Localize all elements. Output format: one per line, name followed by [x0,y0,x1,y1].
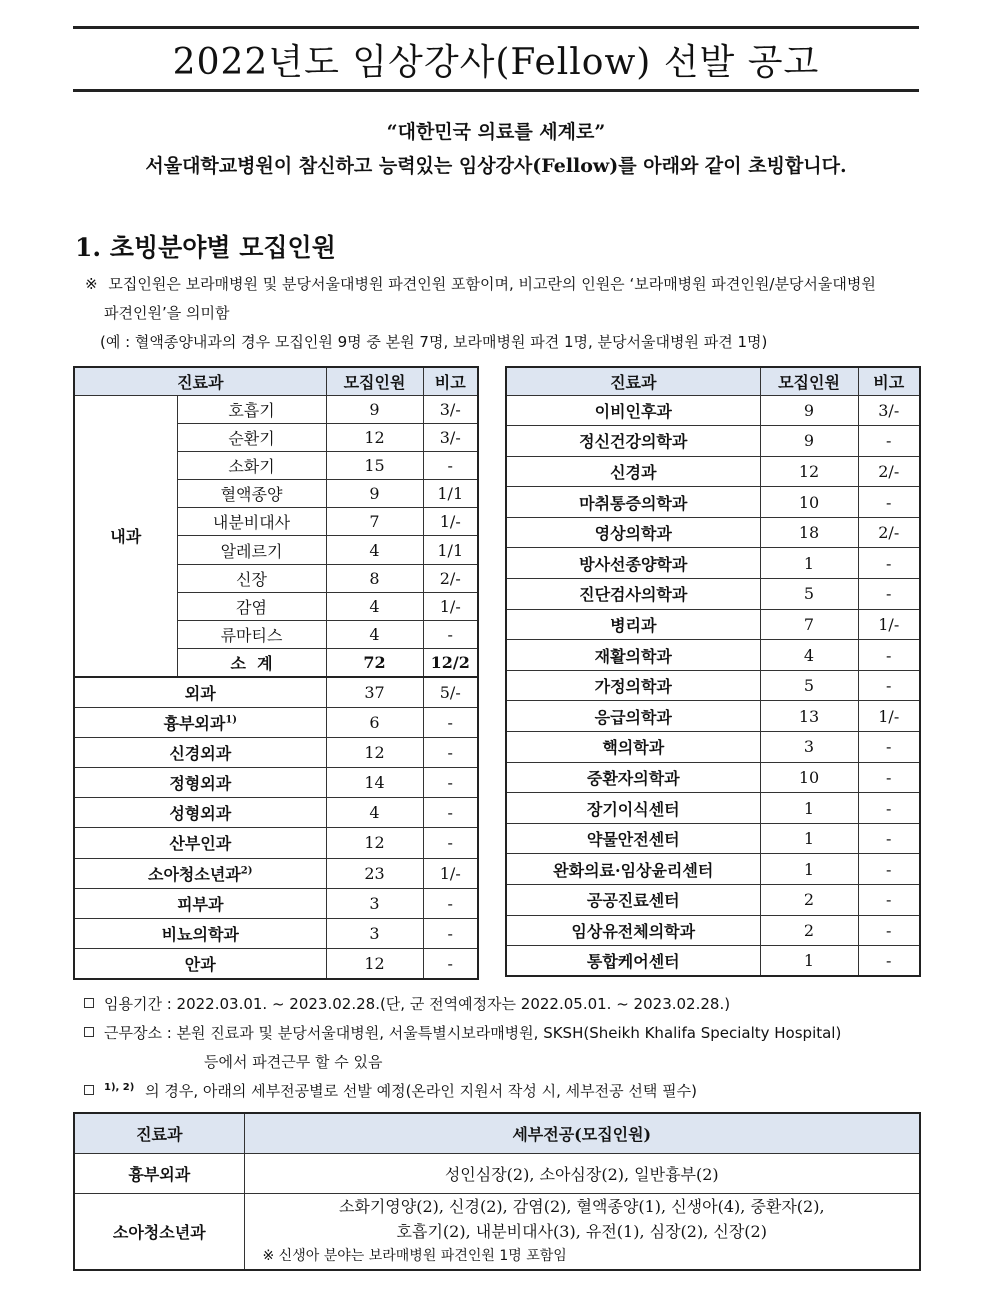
table-row [74,918,478,948]
dept-note: - [858,548,920,579]
left-recruit-table [73,366,479,980]
dept-name: 핵의학과 [506,732,760,763]
table-row [74,888,478,918]
note-line-1 [85,273,876,294]
sub-row2-line2: 호흡기(2), 내분비대사(3), 유전(1), 심장(2), 신장(2) [396,1221,767,1241]
table-row [74,828,478,858]
dept-name: 소아청소년과 [148,864,241,884]
sub-header-detail: 세부전공(모집인원) [244,1113,920,1153]
table-row [506,885,920,916]
table-row [506,915,920,946]
page-title: 2022년도 임상강사(Fellow) 선발 공고 [172,41,820,83]
dept-count: 12 [326,949,423,979]
subtotal-label: 소 계 [177,649,326,677]
dept-note: 2/- [858,456,920,487]
table-row [506,609,920,640]
dept-note: - [423,949,478,979]
dept-count: 7 [326,508,423,536]
dept-name: 호흡기 [177,395,326,423]
table-row [506,517,920,548]
subspecialty-table [73,1112,921,1271]
dept-count: 1 [760,793,858,824]
dept-note: 3/- [423,423,478,451]
dept-note: 3/- [858,395,920,426]
footnote-mark: 2) [240,865,253,877]
dept-name: 응급의학과 [506,701,760,732]
table-row [74,677,478,707]
dept-count: 5 [760,579,858,610]
dept-note: 2/- [423,564,478,592]
dept-count: 9 [760,426,858,457]
table-row [506,456,920,487]
table-row [74,858,478,888]
dept-name: 중환자의학과 [506,762,760,793]
sub-row2-dept: 소아청소년과 [74,1193,244,1270]
dept-note: - [858,762,920,793]
dept-name: 류마티스 [177,621,326,649]
dept-count: 4 [326,592,423,620]
table-row [506,426,920,457]
right-header-count: 모집인원 [760,367,858,395]
dept-name: 정형외과 [169,774,232,794]
dept-note: - [423,621,478,649]
dept-count: 12 [760,456,858,487]
dept-name: 약물안전센터 [506,823,760,854]
dept-name-cell [74,767,326,797]
dept-count: 1 [760,823,858,854]
subtotal-count: 72 [326,649,423,677]
dept-count: 4 [326,536,423,564]
dept-note: - [858,854,920,885]
dept-name-cell [74,737,326,767]
dept-name: 혈액종양 [177,480,326,508]
dept-note: - [858,885,920,916]
dept-note: 1/- [423,508,478,536]
table-row [506,946,920,977]
place-text-1: 근무장소 : 본원 진료과 및 분당서울대병원, 서울특별시보라매병원, SKSH(Sheikh Khalifa Specialty Hospital) [104,1024,842,1042]
table-row [74,949,478,979]
dept-count: 9 [326,480,423,508]
dept-note: - [858,732,920,763]
dept-note: - [858,579,920,610]
left-header-count: 모집인원 [326,367,423,395]
dept-count: 3 [326,888,423,918]
dept-count: 1 [760,946,858,977]
dept-name: 통합케어센터 [506,946,760,977]
place-text-2: 등에서 파견근무 할 수 있음 [204,1053,383,1071]
dept-count: 3 [760,732,858,763]
dept-name: 정신건강의학과 [506,426,760,457]
dept-name-cell [74,677,326,707]
dept-count: 12 [326,828,423,858]
dept-name: 신경과 [506,456,760,487]
dept-count: 15 [326,451,423,479]
sub-row2-detail [244,1193,920,1270]
dept-count: 10 [760,487,858,518]
internal-medicine-label: 내과 [74,395,177,677]
table-row [506,670,920,701]
title-banner [73,26,919,92]
dept-name-cell [74,918,326,948]
right-recruit-table [505,366,921,977]
table-row [74,707,478,737]
dept-note: 1/- [423,592,478,620]
dept-name-cell [74,798,326,828]
dept-note: - [423,798,478,828]
dept-note: 1/1 [423,536,478,564]
dept-note: - [423,451,478,479]
table-row [506,732,920,763]
table-row [74,767,478,797]
right-header-note: 비고 [858,367,920,395]
intro-text: 서울대학교병원이 참신하고 능력있는 임상강사(Fellow)를 아래와 같이 초빙합니다. [145,155,847,177]
dept-note: - [858,793,920,824]
dept-name: 외과 [184,683,216,703]
note-text-1: 모집인원은 보라매병원 및 분당서울대병원 파견인원 포함이며, 비고란의 인원은 ‘보라매병원 파견인원/분당서울대병원 [108,275,876,293]
dept-name: 알레르기 [177,536,326,564]
dept-name: 영상의학과 [506,517,760,548]
table-row [506,487,920,518]
dept-count: 1 [760,548,858,579]
dept-name: 산부인과 [169,834,232,854]
dept-name-cell [74,888,326,918]
dept-note: 1/- [423,858,478,888]
dept-note: - [423,767,478,797]
dept-name-cell [74,828,326,858]
square-bullet-icon [84,1085,94,1095]
sub-row1-dept: 흉부외과 [74,1153,244,1193]
dept-note: - [858,640,920,671]
dept-note: 2/- [858,517,920,548]
dept-count: 3 [326,918,423,948]
dept-name: 소화기 [177,451,326,479]
note-mark: ※ [85,275,98,293]
dept-count: 9 [760,395,858,426]
right-header-dept: 진료과 [506,367,760,395]
dept-name: 병리과 [506,609,760,640]
square-bullet-icon [84,998,94,1008]
note-line-2: 파견인원’을 의미함 [104,304,230,322]
place-bullet [84,1022,841,1043]
table-row [506,395,920,426]
section-title: 1. 초빙분야별 모집인원 [75,233,336,262]
dept-count: 23 [326,858,423,888]
dept-name: 재활의학과 [506,640,760,671]
dept-name: 가정의학과 [506,670,760,701]
dept-count: 4 [326,621,423,649]
sub-row1-detail: 성인심장(2), 소아심장(2), 일반흉부(2) [244,1153,920,1193]
dept-note: 1/1 [423,480,478,508]
dept-name: 공공진료센터 [506,885,760,916]
dept-name: 성형외과 [169,804,232,824]
footnote-mark: 1) [225,714,238,726]
dept-count: 2 [760,915,858,946]
dept-count: 12 [326,737,423,767]
table-row [506,823,920,854]
table-row [506,762,920,793]
dept-note: - [423,918,478,948]
dept-name: 신경외과 [169,743,232,763]
dept-note: 1/- [858,701,920,732]
sub-row2-line1: 소화기영양(2), 신경(2), 감염(2), 혈액종양(1), 신생아(4), 중환자(2), [338,1196,825,1216]
dept-note: - [858,946,920,977]
dept-count: 4 [326,798,423,828]
dept-count: 7 [760,609,858,640]
dept-note: - [858,823,920,854]
dept-name: 흉부외과 [163,713,226,733]
dept-note: - [423,828,478,858]
dept-name: 진단검사의학과 [506,579,760,610]
table-row [506,548,920,579]
period-text: 임용기간 : 2022.03.01. ~ 2023.02.28.(단, 군 전역예정자는 2022.05.01. ~ 2023.02.28.) [104,995,731,1013]
dept-name: 마취통증의학과 [506,487,760,518]
dept-count: 13 [760,701,858,732]
dept-name: 순환기 [177,423,326,451]
dept-count: 12 [326,423,423,451]
dept-count: 8 [326,564,423,592]
dept-count: 2 [760,885,858,916]
dept-name: 신장 [177,564,326,592]
dept-name: 안과 [184,954,216,974]
dept-name-cell [74,949,326,979]
square-bullet-icon [84,1027,94,1037]
left-header-dept: 진료과 [74,367,326,395]
dept-name-cell [74,858,326,888]
dept-count: 5 [760,670,858,701]
dept-note: - [423,707,478,737]
sub-row2-note: ※ 신생아 분야는 보라매병원 파견인원 1명 포함임 [262,1247,567,1264]
period-bullet [84,993,730,1014]
dept-count: 6 [326,707,423,737]
dept-name: 임상유전체의학과 [506,915,760,946]
left-header-note: 비고 [423,367,478,395]
table-row [74,395,478,423]
dept-note: - [858,915,920,946]
dept-name: 방사선종양학과 [506,548,760,579]
dept-note: 1/- [858,609,920,640]
table-row [74,737,478,767]
dept-note: 5/- [423,677,478,707]
dept-note: - [858,670,920,701]
subtotal-note: 12/2 [423,649,478,677]
dept-name: 감염 [177,592,326,620]
dept-name: 내분비대사 [177,508,326,536]
slogan: “대한민국 의료를 세계로” [386,121,606,143]
table-row [506,640,920,671]
dept-name: 이비인후과 [506,395,760,426]
dept-name-cell [74,707,326,737]
dept-count: 14 [326,767,423,797]
dept-note: - [858,426,920,457]
dept-count: 9 [326,395,423,423]
dept-count: 1 [760,854,858,885]
dept-note: - [858,487,920,518]
dept-note: 3/- [423,395,478,423]
dept-count: 10 [760,762,858,793]
dept-count: 18 [760,517,858,548]
dept-note: - [423,737,478,767]
table-row [506,793,920,824]
footnote-marks: 1), 2) [104,1082,135,1093]
dept-name: 완화의료·임상윤리센터 [506,854,760,885]
dept-name: 피부과 [177,894,224,914]
dept-name: 비뇨의학과 [161,924,239,944]
dept-name: 장기이식센터 [506,793,760,824]
table-row [506,701,920,732]
table-row [506,854,920,885]
sub-header-dept: 진료과 [74,1113,244,1153]
dept-count: 4 [760,640,858,671]
subspecialty-text: 의 경우, 아래의 세부전공별로 선발 예정(온라인 지원서 작성 시, 세부전공 선택 필수) [145,1082,697,1100]
dept-note: - [423,888,478,918]
example-note: (예 : 혈액종양내과의 경우 모집인원 9명 중 본원 7명, 보라매병원 파견 1명, 분당서울대병원 파견 1명) [100,333,768,351]
table-row [506,579,920,610]
subspecialty-bullet [84,1080,697,1101]
table-row [74,798,478,828]
dept-count: 37 [326,677,423,707]
